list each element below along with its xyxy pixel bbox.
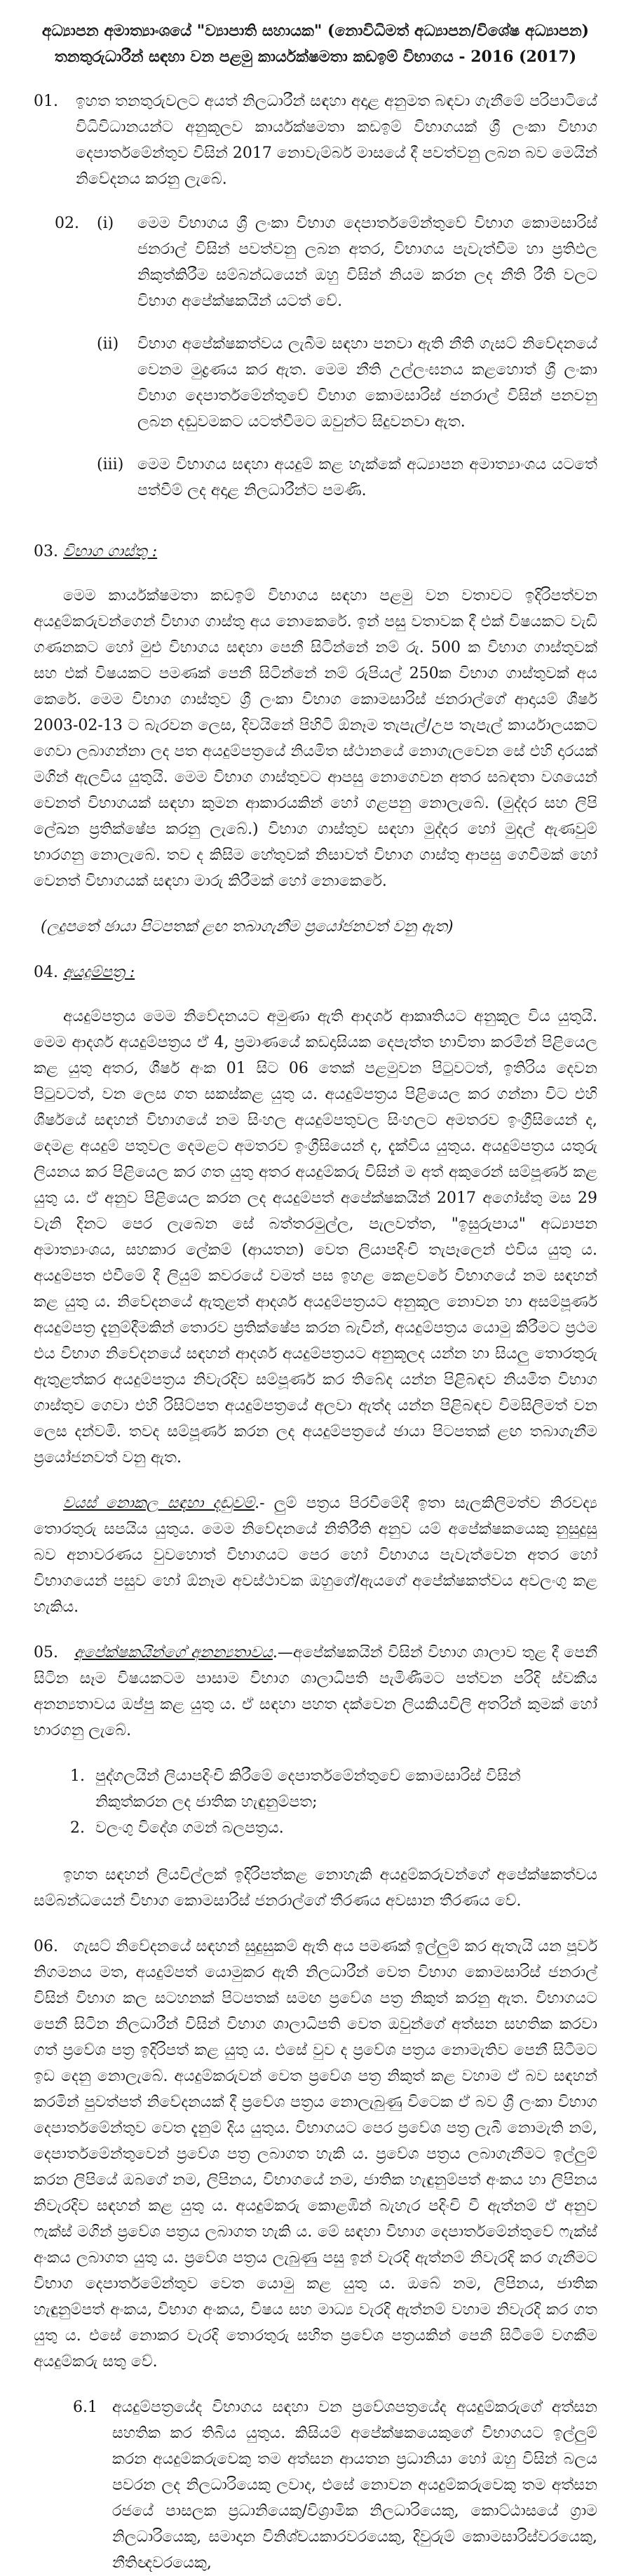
section-03-text: මෙම කාර්යක්ෂමතා කඩඉම් විභාගය සඳහා පළමු වන වතාවට ඉදිරිපත්වන අයදුම්කරුවන්ගෙන් විභාග ගාස්තු අය නොකෙරේ. ඉන් පසු වතාවක දී එක් විෂයකට වැඩි ගණනකට හෝ මුළු විභාගය සඳහා පෙනී සිටින්නේ නම් රු. 500 ක විභාග ගාස්තුවක් සහ එක් විෂයකට පමණක් පෙනී සිටින්නේ නම් රුපියල් 250ක විභාග ගාස්තුවක් අය කෙරේ. මෙම විභාග ගාස්තුව ශ්‍රී ලංකා විභාග කොමසාරිස් ජනරාල්ගේ ආදායම් ශීර්ෂ 2003-02-13 ට බැරවන ලෙස, දිවයිනේ පිහිටි ඕනෑම තැපැල්/උප තැපැල් කාර්යාලයකට ගෙවා ලබාගන්නා ලද පත අයදුම්පත්‍රයේ නියමිත ස්ථානයේ නොගැලවෙන සේ එහි දාරයක් මගින් ඇලවිය යුතුයි. මෙම විභාග ගාස්තුවට ආපසු නොගෙවන අතර සබඳතා වශයෙන් වෙනත් විභාගයක් සඳහා කුමන ආකාරයකින් හෝ ගළපනු නොලැබේ. (මුද්දර සහ ලිපි ලේඛන ප්‍රතික්ෂේප කරනු ලැබේ.) විභාග ගාස්තුව සඳහා මුද්දර හෝ මුදල් ඇණවුම් භාරගනු නොලැබේ. තව ද කිසිම හේතුවක් නිසාවත් විභාග ගාස්තු ආපසු ගෙවීමක් හෝ වෙනත් විභාගයක් සඳහා මාරු කිරීමක් හෝ නොකෙරේ. — [34, 587, 597, 890]
section-01 — [34, 88, 597, 192]
section-05 — [34, 1640, 597, 1744]
section-03-heading — [34, 539, 597, 565]
heading-text: විභාග ගාස්තු : — [63, 543, 158, 560]
list-item — [70, 1815, 597, 1841]
section-05-text: .—අපේක්ෂකයින් විසින් විභාග ශාලාව තුළ දී පෙනී සිටින සෑම විෂයකටම පාසාම විභාග ශාලාධිපති පැමිණීමට පත්වන පරිදි ස්වකීය අනන්‍යතාවය ඔප්පු කළ යුතු ය. ඒ සඳහා පහත දක්වෙන ලියකියවිලි අතරින් කුමක් හෝ භාරගනු ලැබේ. — [34, 1644, 597, 1739]
section-04-heading — [34, 959, 597, 985]
list-item-text: වලංගු විදේශ ගමන් බලපත්‍රය. — [95, 1819, 284, 1837]
section-02 — [34, 210, 597, 520]
section-05-lead: අපේක්ෂකයින්ගේ අනන්‍යතාවය — [74, 1644, 273, 1661]
list-item-number: 1. — [70, 1767, 85, 1785]
section-number: 01. — [34, 93, 58, 110]
admission-lead: වයස් නොකල සඳහා දඬුවම් — [63, 1495, 255, 1512]
section-6-1-text: අයදුම්පත්‍රයේද විභාගය සඳහා වන ප්‍රවේශපත්‍රයේද අයදුම්කරුගේ අත්සන සහතික කර තිබිය යුතුය. කිසියම් අපේක්ෂකයෙකුගේ විභාගයට ඉල්ලුම් කරන අයදුම්කරුවෙකු තම අත්සන ආයතන ප්‍රධානියා හෝ ඔහු විසින් බලය පවරන ලද නිලධාරියෙකු ලවාද, එසේ නොවන අයදුම්කරුවෙකු තම අත්සන රජයේ පාසලක ප්‍රධානියෙකු/විශ්‍රාමික නිලධාරියෙකු, කොට්ඨාසයේ ග්‍රාම නිලධාරියෙකු, සමාදාන විනිශ්චයකාරවරයෙකු, දිවුරුම් කොමසාරිස්වරයෙකු, නීතිඥවරයෙකු, — [112, 2399, 597, 2572]
section-04-text: අයදුම්පත්‍රය මෙම නිවේදනයට අමුණා ඇති ආදර්ශ ආකෘතියට අනුකූල විය යුතුයි. මෙම ආදර්ශ අයදුම්පත්‍රය ඒ 4, ප්‍රමාණයේ කඩදාසියක දෙපැත්ත භාවිතා කරමින් පිළියෙල කළ යුතු අතර, ශීර්ෂ අංක 01 සිට 06 තෙක් පළමුවන පිටුවටත්, ඉතිරිය දෙවන පිටුවටත්, වන ලෙස ගත සකස්කළ යුතු ය. අයදුම්පත්‍රය පිළියෙල කර ගන්නා විට එහි ශීර්ෂයේ සඳහන් විභාගයේ නම සිංහල අයදුම්පතුවල සිංහලට අමතරව ඉංග්‍රීසියෙන් ද, දෙමළ අයදුම් පතුවල දෙමළට අමතරව ඉංග්‍රීසියෙන් ද, දැක්විය යුතුය. අයදුම්පත්‍රය යතුරු ලියනය කර පිළියෙල කර ගත යුතු අතර අයදුම්කරු විසින් ම අත් අකුරෙන් සම්පූර්ණ කළ යුතු ය. ඒ අනුව පිළියෙල කරන ලද අයදුම්පත් අපේක්ෂකයින් 2017 අගෝස්තු මස 29 වැනි දිනට පෙර ලැබෙන සේ බත්තරමුල්ල, පැලවත්ත, "ඉසුරුපාය" අධ්‍යාපන අමාත්‍යාංශය, සහකාර ලේකම් (ආයතන) වෙත ලියාපදිංචි තැපෑලෙන් එවිය යුතු ය. අයදුම්පත එවීමේ දී ලියුම් කවරයේ වමත් පස ඉහළ කෙළවරේ විභාගයේ නම සඳහන් කළ යුතු ය. නිවේදනයේ ඇතුළත් ආදර්ශ අයදුම්පත්‍රයට අනුකූල නොවන හා අසම්පූර්ණ අයදුම්පත්‍ර දැනුම්දීමකින් තොරව ප්‍රතික්ෂේප කරන බැවින්, අයදුම්පත්‍රය යොමු කිරීමට ප්‍රථම එය විභාග නිවේදනයේ සඳහන් ආදර්ශ අයදුම්පත්‍රයට අනුකූලද යන්න හා සියලු තොරතුරු ඇතුළත්කර අයදුම්පත්‍රය නිවැරදිව සම්පූර්ණ කර තිබේද යන්න පිළිබඳව නියමිත විභාග ගාස්තුව ගෙවා එහි රිසිට්පත අයදුම්පත්‍රයේ අලවා ඇත්ද යන්න පිළිබඳව විමසිලිමත් වන ලෙස දන්වමි. තවද සම්පූර්ණ කරන ලද අයදුම්පත්‍රයේ ඡායා පිටපතක් ළඟ තබාගැනීම ප්‍රයෝජනවත් වනු ඇත. — [34, 1008, 597, 1466]
section-05-after: ඉහත සඳහන් ලියවිල්ලක් ඉදිරිපත්කළ නොහැකි අයදුම්කරුවන්ගේ අපේක්ෂකත්වය සම්බන්ධයෙන් විභාග කොමසාරිස් ජනරාල්ගේ තීරණය අවසාන තීරණය වේ. — [34, 1866, 597, 1910]
sub-item-text: මෙම විභාගය ශ්‍රී ලංකා විභාග දෙපාර්තමේන්තුවේ විභාග කොමසාරිස් ජනරාල් විසින් පවත්වනු ලබන අතර, විභාගය පැවැත්වීම හා ප්‍රතිඵල නිකුත්කිරීම සම්බන්ධයෙන් ඔහු විසින් නියම කරන ලද නීති රීති වලට විභාග අපේක්ෂකයින් යටත් වේ. — [137, 215, 597, 310]
sub-item-text: මෙම විභාගය සඳහා අයදුම් කළ හැක්කේ අධ්‍යාපන අමාත්‍යාංශය යටතේ පත්වීම් ලද අදාළ නිලධාරීන්ට පමණි. — [137, 456, 597, 499]
section-06-text: ගැසට් නිවේදනයේ සඳහන් සුදුසුකම් ඇති අය පමණක් ඉල්ලුම් කර ඇතැයි යන පූර්ව නිගමනය මත, අයදුම්පත් යොමුකර ඇති නිලධාරීන් වෙත විභාග කොමසාරිස් ජනරාල් විසින් විභාග කල සටහනක් පිටපතක් සමඟ ප්‍රවේශ පත්‍ර නිකුත් කරනු ඇත. විභාගයට පෙනී සිටින නිලධාරීන් විසින් විභාග ශාලාධිපති වෙත ඔවුන්ගේ අත්සන සහතික කරවා ගත් ප්‍රවේශ පත්‍ර ඉදිරිපත් කළ යුතු ය. එසේ වුව ද ප්‍රවේශ පත්‍රය නොමැතිව පෙනී සිටීමට ඉඩ දෙනු නොලැබේ. අයදුම්කරුවන් වෙත ප්‍රවේශ පත්‍ර නිකුත් කළ වහාම ඒ බව සඳහන් කරමින් පුවත්පත් නිවේදනයක් දී ප්‍රවේශ පත්‍රය නොලැබුණු විටෙක ඒ බව ශ්‍රී ලංකා විභාග දෙපාර්තමේන්තුව වෙත දැනුම් දිය යුතුය. විභාගයට පෙර ප්‍රවේශ පත්‍ර ලැබී නොමැති නම්, දෙපාර්තමේන්තුවෙන් ප්‍රවේශ පත්‍ර ලබාගත හැකි ය. ප්‍රවේශ පත්‍රය ලබාගැනීමට ඉල්ලුම් කරන ලිපියේ ඔබගේ නම, ලිපිනය, විභාගයේ නම, ජාතික හැඳුනුම්පත් අංකය හා ලිපිනය නිවැරදිව සඳහන් කළ යුතු ය. අයදුම්කරු කොළඹින් බැහැර පදිංචි වී ඇත්නම් ඒ අනුව ෆැක්ස් මගින් ප්‍රවේශ පත්‍රය ලබාගත හැකි ය. මේ සඳහා විභාග දෙපාර්තමේන්තුවේ ෆැක්ස් අංකය ලබාගත යුතු ය. ප්‍රවේශ පත්‍රය ලැබුණු පසු ඉන් වැරදි ඇත්නම් නිවැරදි කර ගැනීමට විභාග දෙපාර්තමේන්තුව වෙත යොමු කළ යුතු ය. ඔබේ නම, ලිපිනය, ජාතික හැඳුනුම්පත් අංකය, විභාග අංකය, විෂය සහ මාධ්‍ය වැරදි ඇත්නම් වහාම නිවැරදි කර ගත යුතු ය. එසේ නොකර වැරදි තොරතුරු සහිත ප්‍රවේශ පත්‍රයකින් පෙනී සිටීමේ වගකීම අයදුම්කරු සතු වේ. — [34, 1938, 598, 2371]
section-number: 06. — [34, 1938, 58, 1955]
sub-item — [97, 452, 597, 504]
id-document-list — [34, 1763, 597, 1841]
section-number: 04. — [34, 964, 58, 981]
section-number: 05. — [34, 1644, 58, 1661]
section-01-text: ඉහත තනතුරුවලට අයත් නිලධාරීන් සඳහා අදාළ අනුමත බඳවා ගැනීමේ පරිපාටියේ විධිවිධානයන්ට අනුකූලව කාර්යක්ෂමතා කඩඉම් විභාගයක් ශ්‍රී ලංකා විභාග දෙපාර්තමේන්තුව විසින් 2017 නොවැම්බර් මාසයේ දී පවත්වනු ලබන බව මෙයින් නිවේදනය කරනු ලැබේ. — [76, 93, 597, 188]
notice-title: අධ්‍යාපන අමාත්‍යාංශයේ "ව්‍යාපාති සහායක" (නොවිධිමත් අධ්‍යාපන/විශේෂ අධ්‍යාපන) තනතුරුධාරීන් සඳහා වන පළමු කාර්යක්ෂමතා කඩඉම් විභාගය - 2016 (2017) — [41, 22, 590, 66]
section-02-items — [97, 210, 597, 520]
sub-item — [97, 210, 597, 314]
list-item — [70, 1763, 597, 1815]
sub-item-number: (iii) — [97, 456, 124, 473]
section-06 — [34, 1934, 597, 2375]
section-number: 6.1 — [73, 2399, 97, 2416]
receipt-note: (ලදුපතේ ඡායා පිටපතක් ළඟ තබාගැනීම ප්‍රයෝජනවත් වනු ඇත) — [41, 918, 454, 936]
sub-item-text: විභාග අපේක්ෂකත්වය ලැබීම සඳහා පනවා ඇති නීති ගැසට් නිවේදනයේ වෙනම මුද්‍රණය කර ඇත. මෙම නීති උල්ලංඝනය කළහොත් ශ්‍රී ලංකා විභාග දෙපාර්තමේන්තුවේ විභාග කොමසාරිස් ජනරාල් විසින් පනවනු ලබන දඬුවමකට යටත්වීමට ඔවුන්ට සිදුවනවා ඇත. — [137, 335, 597, 431]
section-number: 03. — [34, 543, 58, 560]
list-item-number: 2. — [70, 1819, 85, 1837]
sub-item-number: (i) — [97, 215, 114, 232]
admission-text: .- ලුම් පත්‍රය පිරවීමේදී ඉතා සැලකිලිමත්ව නිරවද්‍ය තොරතුරු සපයිය යුතුය. මෙම නිවේදනයේ නිතිරීති අනුව යම් අපේක්ෂකයෙකු නුසුදුසු බව අනාවරණය වුවහොත් විභාගයට පෙර හෝ විභාගය පැවැත්වෙන අතර හෝ විභාගයෙන් පසුව හෝ ඕනෑම අවස්ථාවක ඔහුගේ/ඇයගේ අපේක්ෂකත්වය අවලංගු කළ හැකිය. — [34, 1495, 597, 1616]
section-6-1 — [34, 2394, 597, 2576]
heading-text: අයදුම්පත්‍ර : — [63, 964, 135, 981]
list-item-text: පුද්ගලයින් ලියාපදිංචි කිරීමේ දෙපාර්තමේන්තුවේ කොමසාරිස් විසින් නිකුත්කරන ලද ජාතික හැඳුනුම්පත; — [95, 1767, 521, 1811]
sub-item — [97, 331, 597, 435]
section-number: 02. — [55, 215, 79, 232]
admission-paragraph — [34, 1490, 597, 1620]
sub-item-number: (ii) — [97, 335, 119, 353]
